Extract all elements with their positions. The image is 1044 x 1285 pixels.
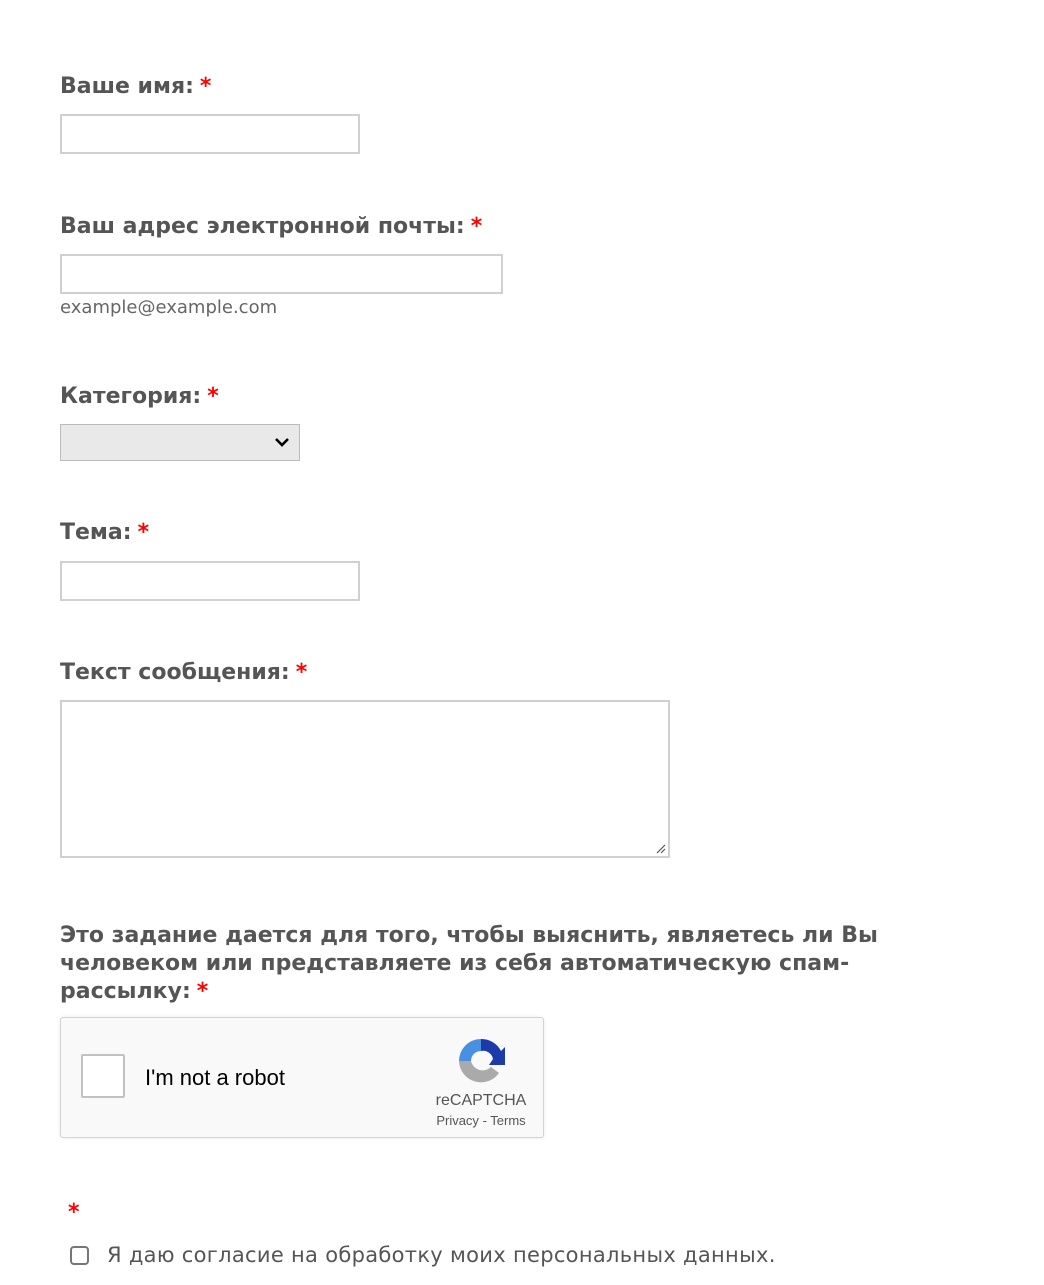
message-textarea[interactable] [60, 700, 670, 858]
email-input[interactable] [60, 254, 503, 294]
category-label [60, 384, 219, 410]
category-label-text: Категория: [60, 384, 202, 409]
message-label [60, 660, 307, 686]
recaptcha-widget [60, 1017, 544, 1138]
email-label-text: Ваш адрес электронной почты: [60, 214, 465, 239]
message-label-text: Текст сообщения: [60, 660, 290, 685]
consent-label[interactable]: Я даю согласие на обработку моих персональных данных. [107, 1243, 776, 1267]
name-label [60, 74, 211, 100]
email-hint: example@example.com [60, 297, 278, 318]
subject-input[interactable] [60, 561, 360, 601]
subject-label-text: Тема: [60, 520, 132, 545]
resize-handle-icon[interactable] [654, 842, 666, 854]
required-marker: * [196, 979, 209, 1004]
email-label [60, 214, 482, 240]
category-select[interactable] [60, 424, 300, 461]
recaptcha-links [421, 1113, 541, 1128]
required-marker: * [137, 520, 150, 545]
recaptcha-brand: reCAPTCHA [435, 1092, 527, 1109]
required-marker: * [470, 214, 483, 239]
required-marker: * [295, 660, 308, 685]
required-marker: * [68, 1200, 80, 1225]
consent-checkbox[interactable] [70, 1246, 89, 1265]
captcha-question-text: Это задание дается для того, чтобы выяснить, являетесь ли Вы человеком или представляете из себя автоматическую спам-рассылку: [60, 923, 878, 1004]
terms-link[interactable]: Terms [490, 1113, 526, 1128]
required-marker: * [207, 384, 219, 409]
subject-label [60, 520, 149, 546]
privacy-link[interactable]: Privacy [436, 1113, 479, 1128]
required-marker: * [199, 74, 212, 99]
name-label-text: Ваше имя: [60, 74, 194, 99]
name-input[interactable] [60, 114, 360, 154]
recaptcha-logo-icon [455, 1035, 507, 1087]
captcha-question [60, 922, 920, 1006]
recaptcha-checkbox[interactable] [81, 1054, 125, 1098]
link-separator: - [482, 1113, 487, 1128]
chevron-down-icon [273, 433, 291, 451]
recaptcha-label: I'm not a robot [145, 1065, 285, 1090]
